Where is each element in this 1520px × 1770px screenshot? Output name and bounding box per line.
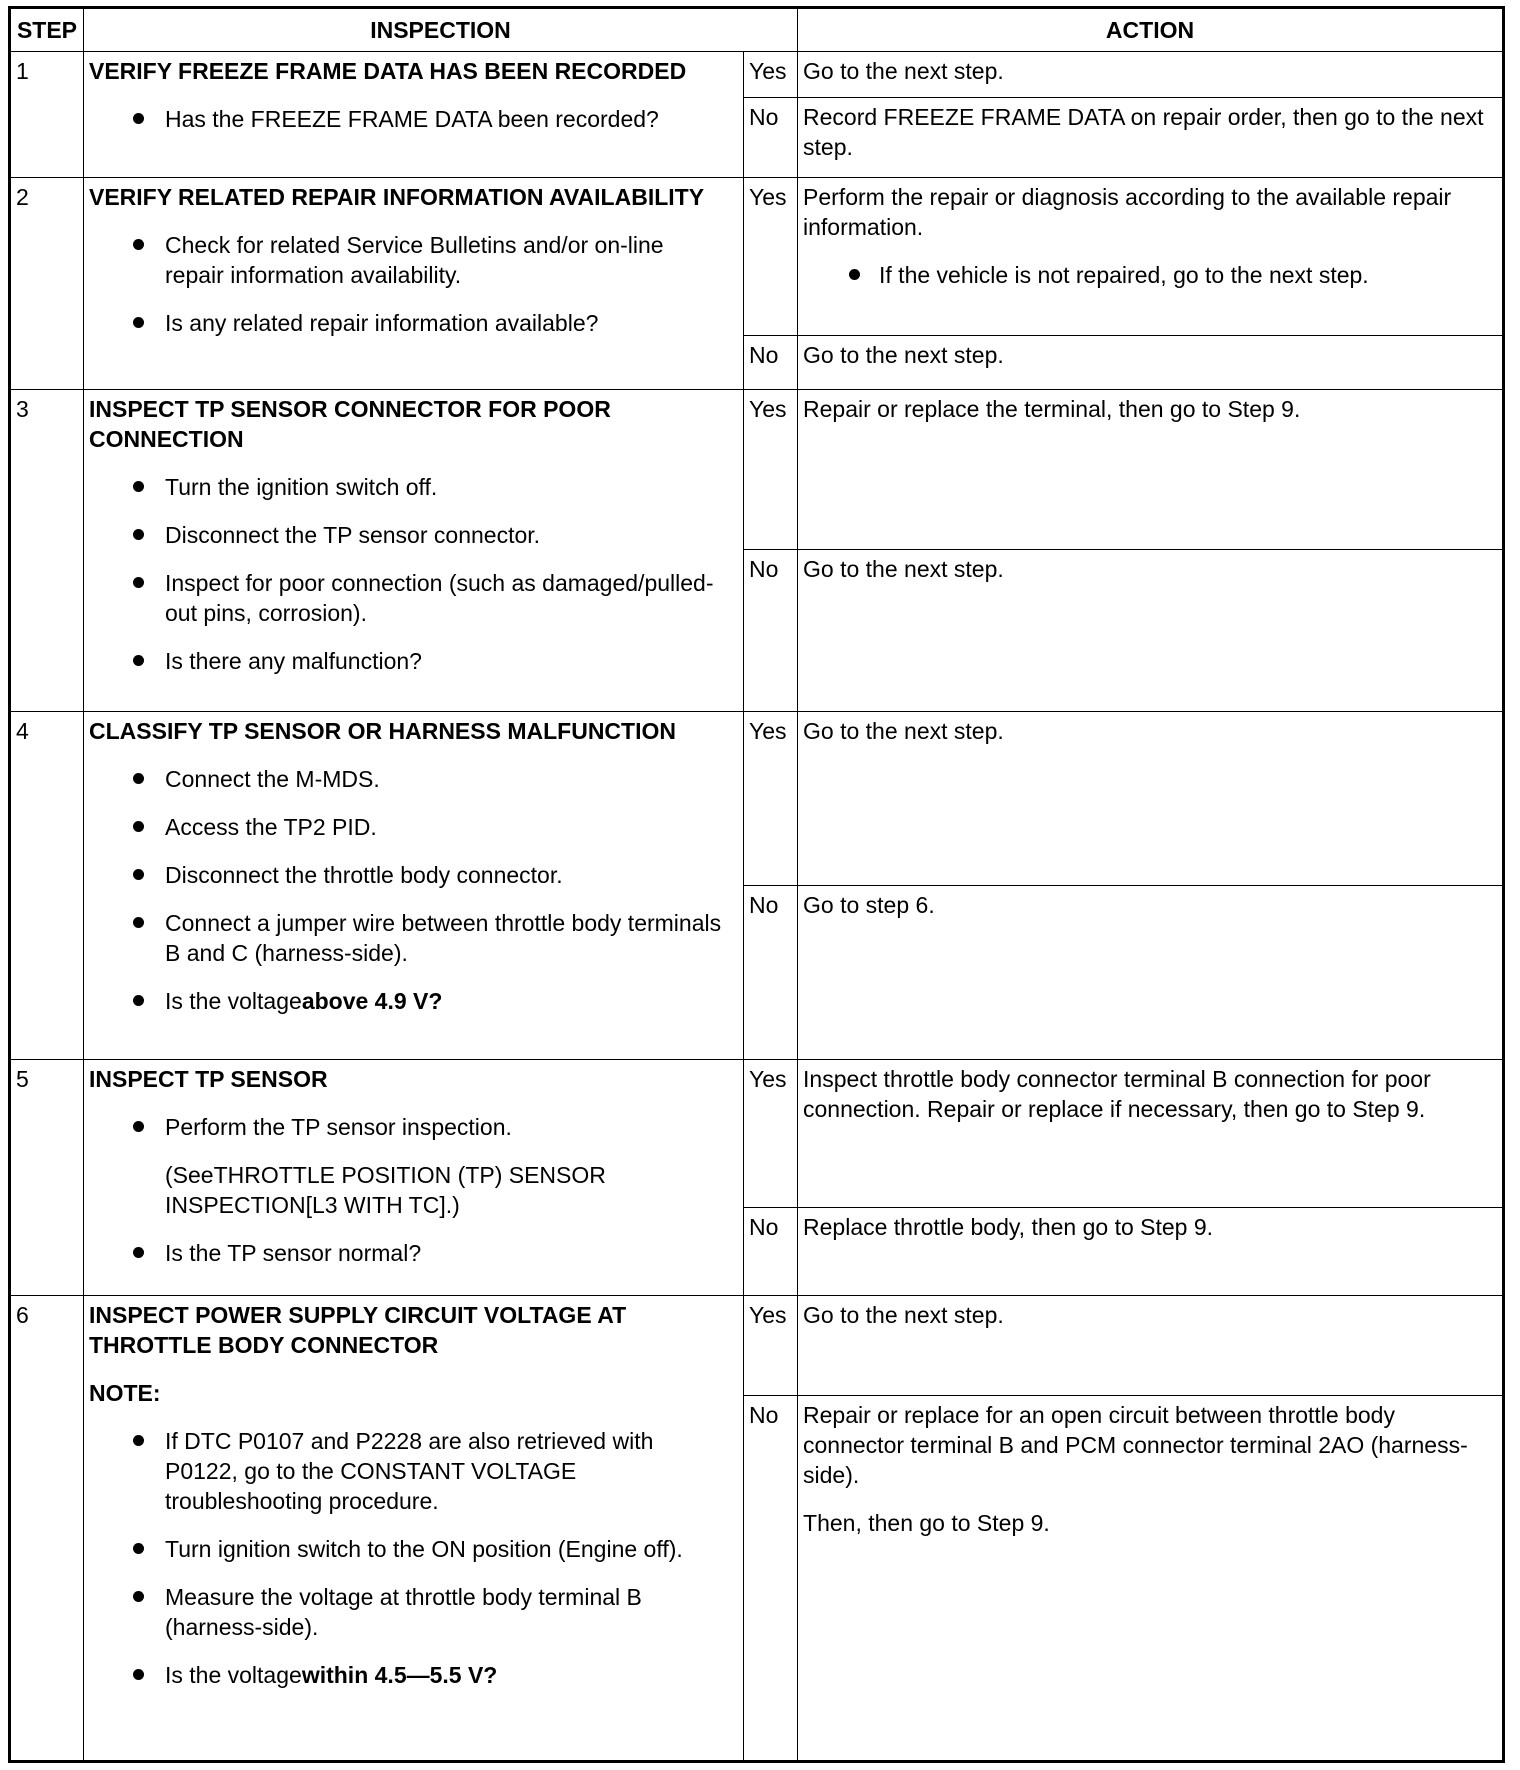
header-inspection: INSPECTION [84, 8, 798, 52]
bullet-icon [133, 529, 144, 540]
inspection-cell [84, 390, 744, 712]
yes-action: Go to the next step. [798, 1296, 1504, 1396]
table-row-step-4-yes [10, 712, 1504, 886]
list-item: Turn the ignition switch off. [89, 472, 738, 502]
yes-label: Yes [744, 1060, 798, 1208]
list-item: Access the TP2 PID. [89, 812, 738, 842]
note-label: NOTE: [89, 1380, 161, 1406]
bullet-icon [133, 1247, 144, 1258]
bullet-icon [133, 481, 144, 492]
step-number: 5 [10, 1060, 84, 1296]
inspection-cell [84, 712, 744, 1060]
bullet-icon [133, 113, 144, 124]
yes-label: Yes [744, 390, 798, 550]
table-row-step-2-yes [10, 178, 1504, 336]
inspection-cell [84, 1296, 744, 1762]
bullet-icon [133, 655, 144, 666]
step-number: 6 [10, 1296, 84, 1762]
step-title: VERIFY RELATED REPAIR INFORMATION AVAILABILITY [89, 184, 705, 210]
inspection-table [8, 6, 1505, 1763]
no-label: No [744, 1208, 798, 1296]
table-row-step-3-yes [10, 390, 1504, 550]
list-item: Is any related repair information available? [89, 308, 738, 338]
step-title: CLASSIFY TP SENSOR OR HARNESS MALFUNCTION [89, 718, 676, 744]
list-item: Perform the TP sensor inspection. [89, 1112, 738, 1142]
table-row-step-1-yes [10, 52, 1504, 98]
list-item: Measure the voltage at throttle body terminal B (harness-side). [89, 1582, 738, 1642]
list-item: Inspect for poor connection (such as damaged/pulled-out pins, corrosion). [89, 568, 738, 628]
list-item: Is there any malfunction? [89, 646, 738, 676]
list-item: Has the FREEZE FRAME DATA been recorded? [89, 104, 738, 134]
inspection-cell [84, 1060, 744, 1296]
yes-action: Repair or replace the terminal, then go to Step 9. [798, 390, 1504, 550]
no-action: Go to step 6. [798, 886, 1504, 1060]
yes-label: Yes [744, 52, 798, 98]
bullet-icon [133, 1591, 144, 1602]
inspection-cell [84, 52, 744, 178]
bullet-icon [849, 269, 860, 280]
reference-text: (SeeTHROTTLE POSITION (TP) SENSOR INSPECTION[L3 WITH TC].) [165, 1162, 606, 1218]
list-item: Connect the M-MDS. [89, 764, 738, 794]
bullet-icon [133, 869, 144, 880]
list-item: Disconnect the TP sensor connector. [89, 520, 738, 550]
no-label: No [744, 1396, 798, 1762]
list-item: If DTC P0107 and P2228 are also retrieved with P0122, go to the CONSTANT VOLTAGE troubleshooting procedure. [89, 1426, 738, 1516]
yes-action: Perform the repair or diagnosis according to the available repair information. If the vehicle is not repaired, go to the next step. [798, 178, 1504, 336]
step-number: 3 [10, 390, 84, 712]
bullet-icon [133, 577, 144, 588]
step-title: INSPECT TP SENSOR CONNECTOR FOR POOR CONNECTION [89, 396, 611, 452]
step-number: 1 [10, 52, 84, 178]
no-action: Record FREEZE FRAME DATA on repair order, then go to the next step. [798, 98, 1504, 178]
header-row [10, 8, 1504, 52]
bullet-icon [133, 1121, 144, 1132]
list-item: Turn ignition switch to the ON position (Engine off). [89, 1534, 738, 1564]
step-title: INSPECT POWER SUPPLY CIRCUIT VOLTAGE AT THROTTLE BODY CONNECTOR [89, 1302, 627, 1358]
list-item: If the vehicle is not repaired, go to the next step. [803, 260, 1497, 290]
step-title: INSPECT TP SENSOR [89, 1066, 328, 1092]
no-action: Go to the next step. [798, 550, 1504, 712]
yes-action: Go to the next step. [798, 52, 1504, 98]
no-action: Replace throttle body, then go to Step 9. [798, 1208, 1504, 1296]
yes-label: Yes [744, 1296, 798, 1396]
yes-action: Go to the next step. [798, 712, 1504, 886]
bullet-icon [133, 239, 144, 250]
bullet-icon [133, 1543, 144, 1554]
bullet-icon [133, 821, 144, 832]
no-action: Repair or replace for an open circuit between throttle body connector terminal B and PCM connector terminal 2AO (harness-side). Then, then go to Step 9. [798, 1396, 1504, 1762]
inspection-cell [84, 178, 744, 390]
bullet-icon [133, 1669, 144, 1680]
table-row-step-5-yes [10, 1060, 1504, 1208]
no-label: No [744, 98, 798, 178]
header-action: ACTION [798, 8, 1504, 52]
no-label: No [744, 336, 798, 390]
step-number: 4 [10, 712, 84, 1060]
header-step: STEP [10, 8, 84, 52]
list-item: Disconnect the throttle body connector. [89, 860, 738, 890]
yes-action: Inspect throttle body connector terminal B connection for poor connection. Repair or replace if necessary, then go to Step 9. [798, 1060, 1504, 1208]
yes-label: Yes [744, 712, 798, 886]
list-item: Connect a jumper wire between throttle body terminals B and C (harness-side). [89, 908, 738, 968]
no-label: No [744, 886, 798, 1060]
no-action: Go to the next step. [798, 336, 1504, 390]
list-item: Is the voltageabove 4.9 V? [89, 986, 738, 1016]
bullet-icon [133, 995, 144, 1006]
step-number: 2 [10, 178, 84, 390]
no-label: No [744, 550, 798, 712]
step-title: VERIFY FREEZE FRAME DATA HAS BEEN RECORDED [89, 58, 687, 84]
list-item: Check for related Service Bulletins and/or on-line repair information availability. [89, 230, 738, 290]
list-item: Is the voltagewithin 4.5—5.5 V? [89, 1660, 738, 1690]
bullet-icon [133, 773, 144, 784]
bullet-icon [133, 317, 144, 328]
bullet-icon [133, 1435, 144, 1446]
list-item: Is the TP sensor normal? [89, 1238, 738, 1268]
bullet-icon [133, 917, 144, 928]
table-row-step-6-yes [10, 1296, 1504, 1396]
yes-label: Yes [744, 178, 798, 336]
